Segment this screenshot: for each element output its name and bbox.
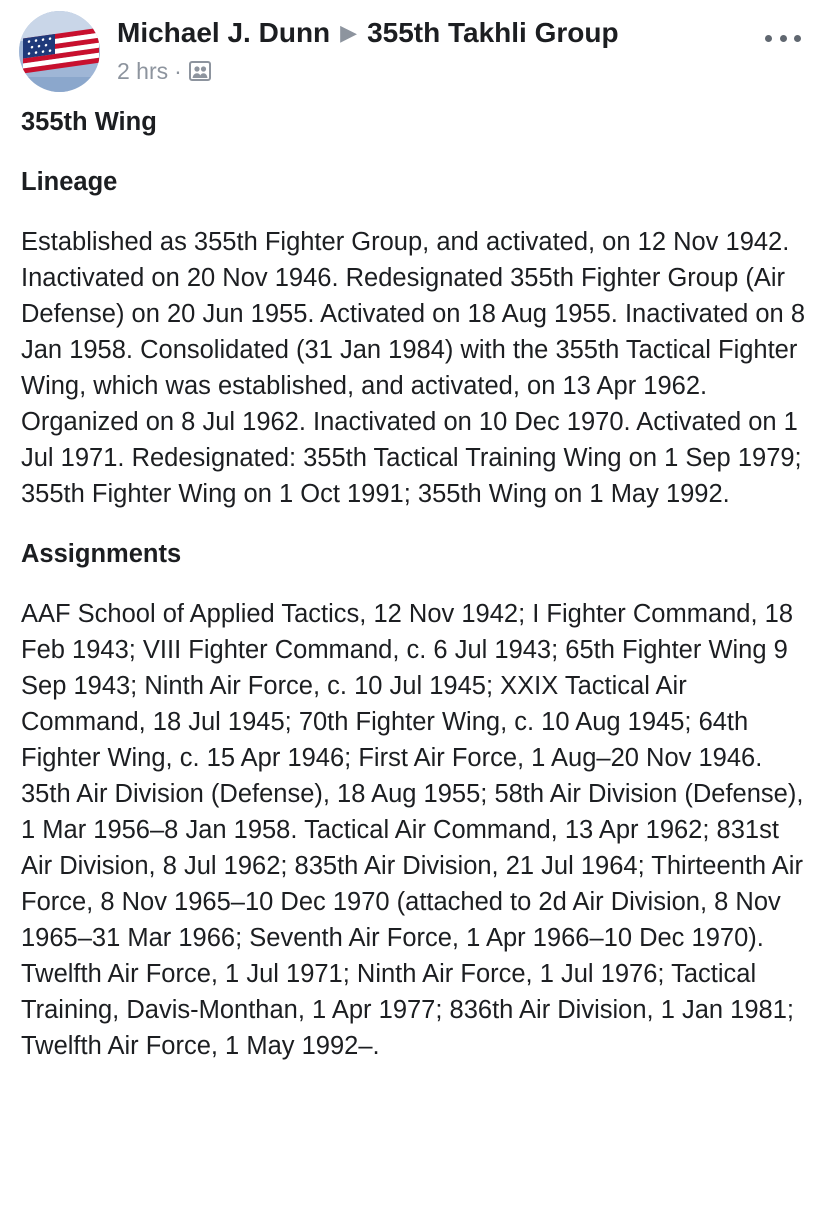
more-icon-dot — [794, 35, 801, 42]
post-header — [0, 0, 821, 100]
american-flag-icon — [19, 11, 100, 92]
post-meta — [117, 56, 212, 90]
post-timestamp[interactable]: 2 hrs — [117, 58, 169, 84]
lineage-text: Established as 355th Fighter Group, and activated, on 12 Nov 1942. Inactivated on 20 Nov 1946. Redesignated 355th Fighter Group (Air Defense) on 20 Jun 1955. Activated on 18 Aug 1955. Inactivated on 8 Jan 1958. Consolidated (31 Jan 1984) with the 355th Tactical Fighter Wing, which was established, and activated, on 13 Apr 1962. Organized on 8 Jul 1962. Inactivated on 10 Dec 1970. Activated on 1 Jul 1971. Redesignated: 355th Tactical Training Wing on 1 Sep 1979; 355th Fighter Wing on 1 Oct 1991; 355th Wing on 1 May 1992. — [21, 228, 806, 508]
post-body — [21, 104, 811, 1088]
post-body-title: 355th Wing — [21, 108, 157, 136]
more-icon — [765, 35, 772, 42]
more-icon-dot — [780, 35, 787, 42]
assignments-text: AAF School of Applied Tactics, 12 Nov 1942; I Fighter Command, 18 Feb 1943; VIII Fighter Command, c. 6 Jul 1943; 65th Fighter Wing 9 Sep 1943; Ninth Air Force, c. 10 Jul 1945; XXIX Tactical Air Command, 18 Jul 1945; 70th Fighter Wing, c. 10 Aug 1945; 64th Fighter Wing, c. 15 Apr 1946; First Air Force, 1 Aug–20 Nov 1946. 35th Air Division (Defense), 18 Aug 1955; 58th Air Division (Defense), 1 Mar 1956–8 Jan 1958. Tactical Air Command, 13 Apr 1962; 831st Air Division, 8 Jul 1962; 835th Air Division, 21 Jul 1964; Thirteenth Air Force, 8 Nov 1965–10 Dec 1970 (attached to 2d Air Division, 8 Nov 1965–31 Mar 1966; Seventh Air Force, 1 Apr 1966–10 Dec 1970). Twelfth Air Force, 1 Jul 1971; Ninth Air Force, 1 Jul 1976; Tactical Training, Davis-Monthan, 1 Apr 1977; 836th Air Division, 1 Jan 1981; Twelfth Air Force, 1 May 1992–. — [21, 600, 804, 1060]
post-title-line — [117, 16, 619, 50]
triangle-right-icon: ▶ — [340, 20, 358, 45]
lineage-heading: Lineage — [21, 168, 118, 196]
author-name[interactable]: Michael J. Dunn — [117, 17, 331, 48]
group-name[interactable]: 355th Takhli Group — [367, 17, 619, 48]
meta-separator: · — [174, 58, 182, 84]
avatar[interactable] — [19, 11, 100, 92]
more-options-button[interactable] — [765, 28, 801, 48]
assignments-heading: Assignments — [21, 540, 182, 568]
group-icon — [188, 59, 212, 90]
